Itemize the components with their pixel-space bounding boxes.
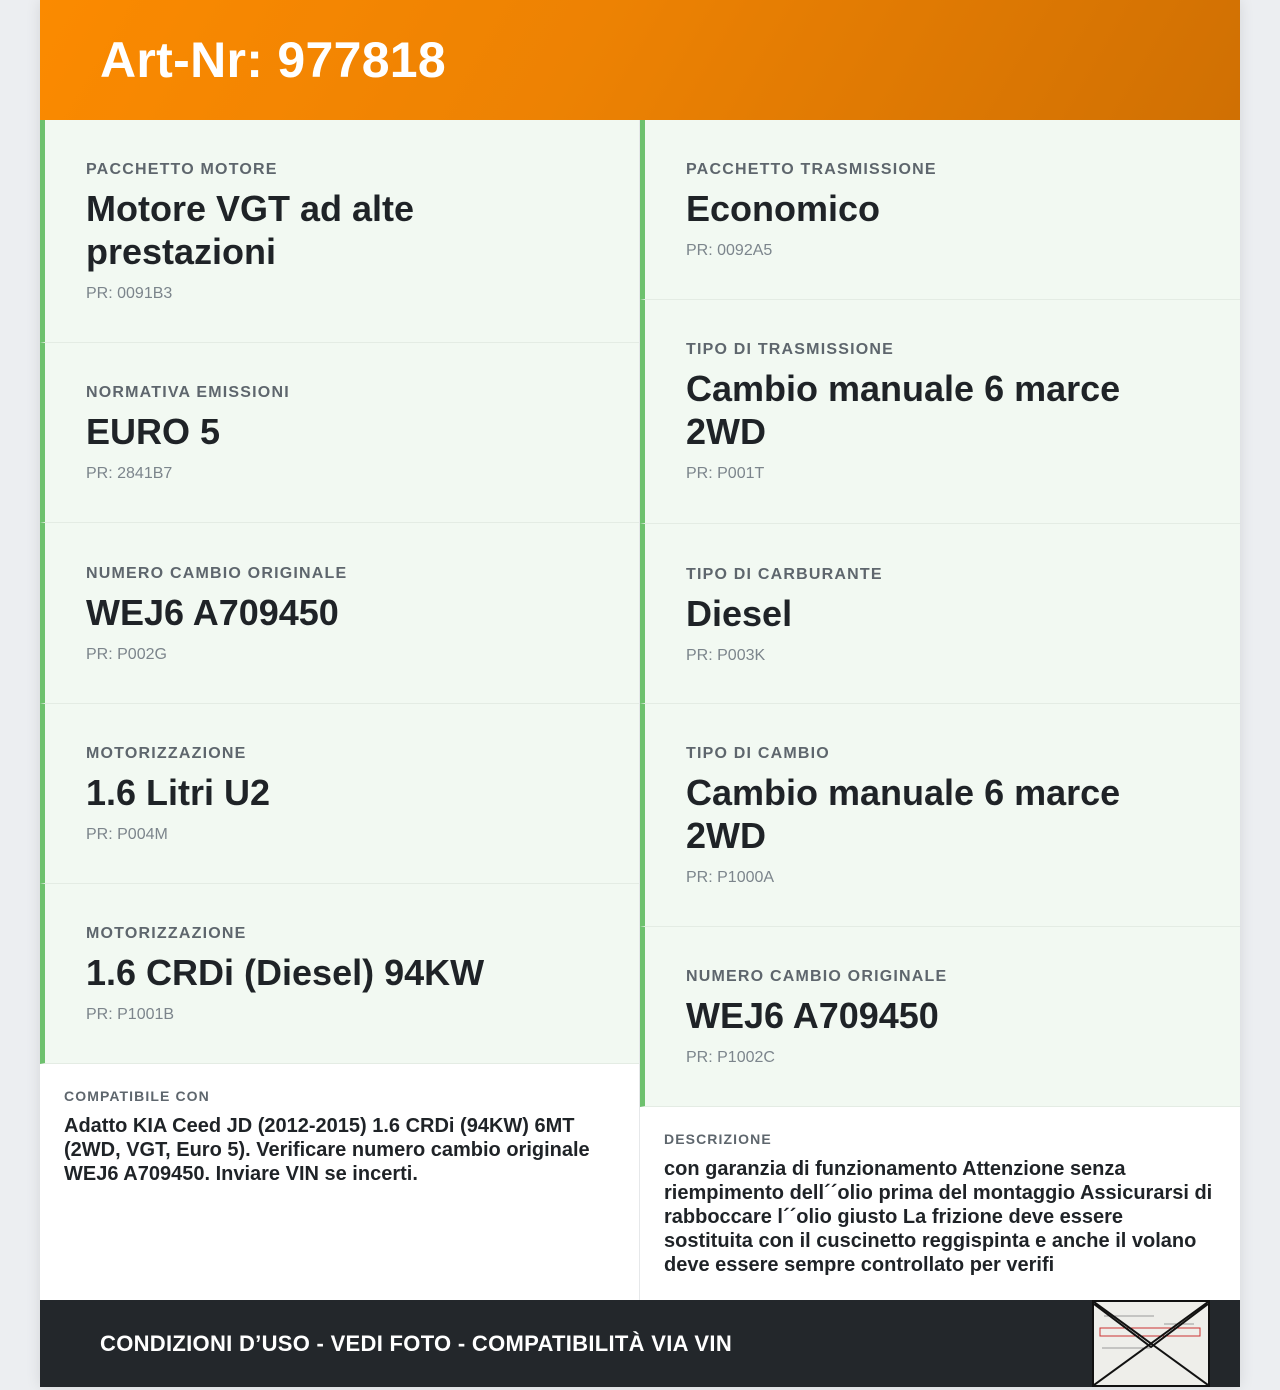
spec-value: WEJ6 A709450 [686,995,939,1036]
spec-engine-size [40,704,639,884]
spec-value: Motore VGT ad alte prestazioni [86,188,415,272]
type-plate-thumbnail-icon[interactable] [1092,1300,1210,1387]
spec-value: 1.6 Litri U2 [86,772,271,813]
spec-value: EURO 5 [86,411,221,452]
header-banner [40,0,1240,120]
spec-value: Cambio manuale 6 marce 2WD [686,772,1121,856]
spec-label: MOTORIZZAZIONE [86,745,247,762]
spec-label: NUMERO CAMBIO ORIGINALE [86,565,348,582]
spec-gearbox-type [640,704,1240,927]
spec-pr-code: PR: P1001B [86,1006,175,1023]
spec-original-gearbox-number-2 [640,927,1240,1107]
article-number-title: Art-Nr: 977818 [100,32,447,88]
spec-pr-code: PR: 2841B7 [86,465,173,482]
right-column [640,120,1240,1300]
spec-pr-code: PR: P002G [86,646,167,663]
spec-label: PACCHETTO TRASMISSIONE [686,161,937,178]
spec-label: TIPO DI TRASMISSIONE [686,341,895,358]
spec-label: TIPO DI CAMBIO [686,745,830,762]
spec-value: Economico [686,188,881,229]
spec-engine-power [40,884,639,1064]
description-note [640,1107,1240,1277]
left-column [40,120,640,1300]
type-plate-thumbnail-graphic [1094,1302,1208,1385]
spec-label: PACCHETTO MOTORE [86,161,278,178]
spec-original-gearbox-number [40,523,639,704]
footer-text: CONDIZIONI D’USO - VEDI FOTO - COMPATIBILITÀ VIA VIN [100,1330,733,1356]
spec-fuel-type [640,524,1240,704]
spec-label: NORMATIVA EMISSIONI [86,384,290,401]
spec-transmission-package [640,120,1240,300]
spec-emissions [40,343,639,523]
spec-engine-package [40,120,639,343]
spec-label: TIPO DI CARBURANTE [686,566,883,583]
spec-columns [40,120,1240,1300]
spec-transmission-type [640,300,1240,524]
spec-value: 1.6 CRDi (Diesel) 94KW [86,952,485,993]
description-label: DESCRIZIONE [664,1131,772,1147]
spec-pr-code: PR: P1000A [686,869,775,886]
compatibility-label: COMPATIBILE CON [64,1088,210,1104]
description-text: con garanzia di funzionamento Attenzione senza riempimento dell´´olio prima del montaggio Assicurarsi di rabboccare l´´olio giusto La frizione deve essere sostituita con il cuscinetto reggispinta e anche il volano deve essere sempre controllato per verifi [664,1158,1213,1276]
footer-bar [40,1300,1240,1387]
spec-pr-code: PR: P1002C [686,1049,775,1066]
spec-pr-code: PR: P003K [686,647,766,664]
datasheet [40,0,1240,1387]
spec-value: Cambio manuale 6 marce 2WD [686,368,1121,452]
spec-label: MOTORIZZAZIONE [86,925,247,942]
spec-pr-code: PR: P001T [686,465,765,482]
compatibility-text: Adatto KIA Ceed JD (2012-2015) 1.6 CRDi (94KW) 6MT (2WD, VGT, Euro 5). Verificare numero cambio originale WEJ6 A709450. Inviare VIN se incerti. [64,1115,590,1185]
spec-value: Diesel [686,593,793,634]
compatibility-note [40,1064,639,1186]
spec-pr-code: PR: 0092A5 [686,242,773,259]
spec-pr-code: PR: P004M [86,826,168,843]
spec-label: NUMERO CAMBIO ORIGINALE [686,968,948,985]
spec-value: WEJ6 A709450 [86,592,339,633]
spec-pr-code: PR: 0091B3 [86,285,173,302]
